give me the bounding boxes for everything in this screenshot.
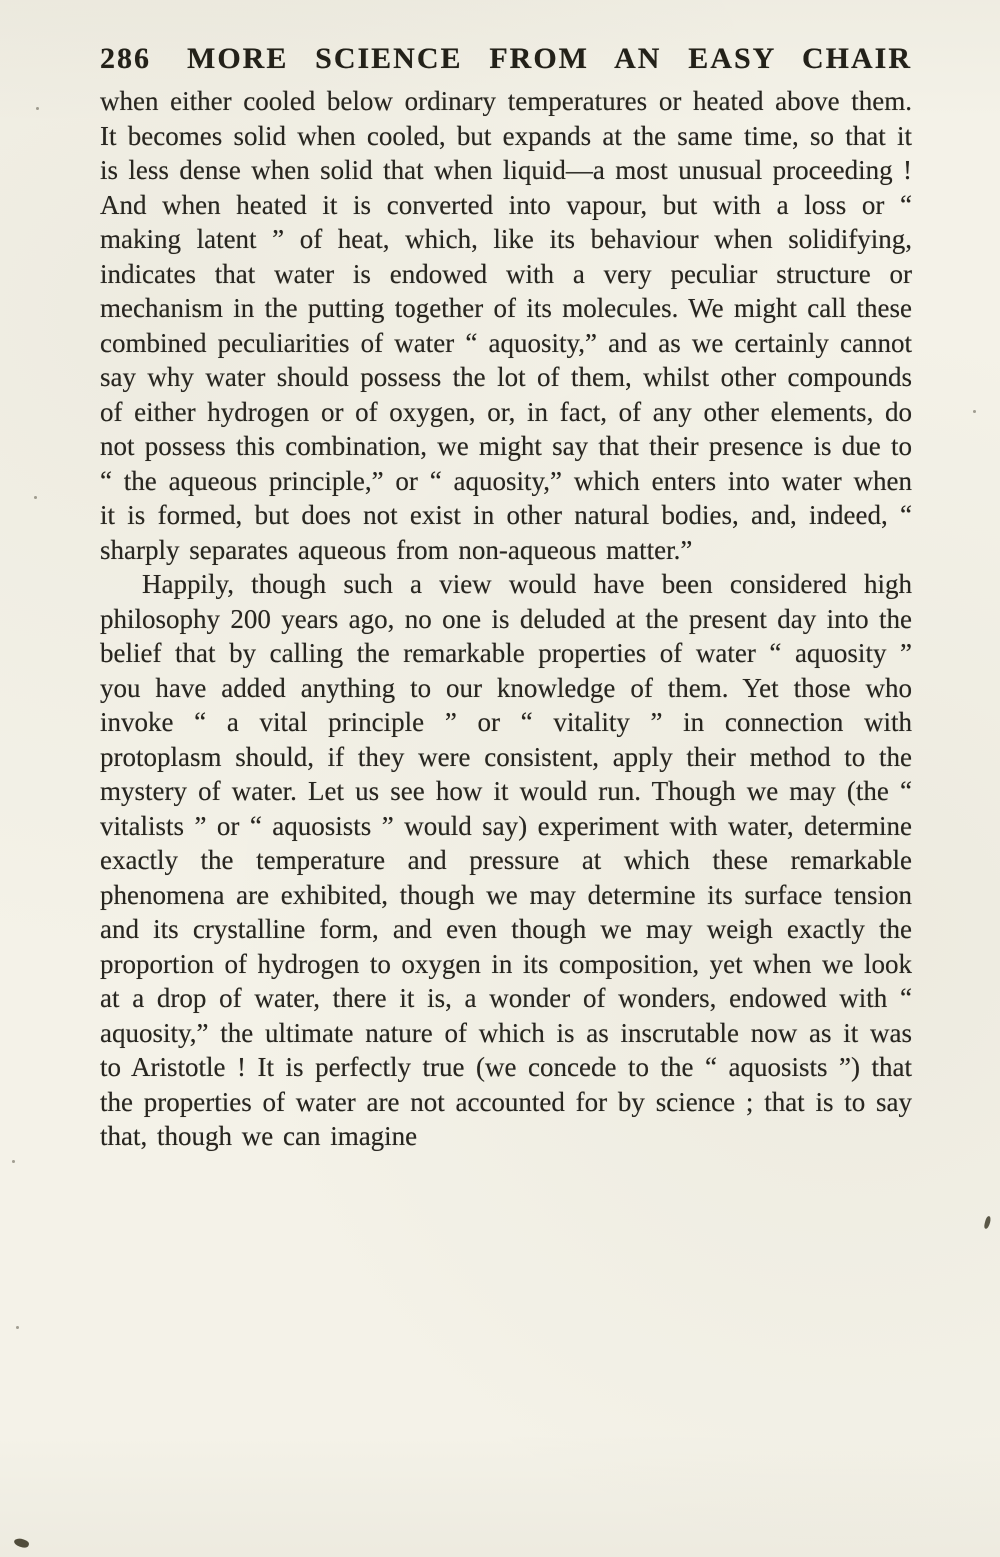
scan-artifact — [13, 1537, 30, 1549]
running-title: MORE SCIENCE FROM AN EASY CHAIR — [187, 42, 912, 75]
page-header — [100, 42, 912, 76]
page-body — [100, 84, 912, 1154]
page-number: 286 — [100, 42, 151, 75]
body-paragraph: Happily, though such a view would have been considered high philosophy 200 years ago, no one is deluded at the present day into the belief that by calling the remarkable properties of water “ aquosity ” you have added anything to our knowledge of them. Yet those who invoke “ a vital principle ” or “ vitality ” in connection with protoplasm should, if they were consistent, apply their method to the mystery of water. Let us see how it would run. Though we may (the “ vitalists ” or “ aquosists ” would say) experiment with water, determine exactly the temperature and pressure at which these remarkable phenomena are exhibited, though we may determine its surface tension and its crystalline form, and even though we may weigh exactly the proportion of hydrogen to oxygen in its composition, yet when we look at a drop of water, there it is, a wonder of wonders, endowed with “ aquosity,” the ultimate nature of which is as inscrutable now as it was to Aristotle ! It is perfectly true (we concede to the “ aquosists ”) that the properties of water are not accounted for by science ; that is to say that, though we can imagine — [100, 569, 912, 1151]
scan-speck — [973, 410, 976, 413]
scan-speck — [34, 496, 37, 499]
scan-speck — [36, 107, 39, 110]
scan-speck — [12, 1160, 15, 1163]
body-paragraph: when either cooled below ordinary temperatures or heated above them. It becomes solid when cooled, but expands at the same time, so that it is less dense when solid that when liquid—a most unusual proceeding ! And when heated it is converted into vapour, but with a loss or “ making latent ” of heat, which, like its behaviour when solidifying, indicates that water is endowed with a very peculiar structure or mechanism in the putting together of its molecules. We might call these combined peculiarities of water “ aquosity,” and as we certainly cannot say why water should possess the lot of them, whilst other compounds of either hydrogen or of oxygen, or, in fact, of any other elements, do not possess this combination, we might say that their presence is due to “ the aqueous principle,” or “ aquosity,” which enters into water when it is formed, but does not exist in other natural bodies, and, indeed, “ sharply separates aqueous from non-aqueous matter.” — [100, 86, 912, 565]
scan-artifact — [984, 1216, 992, 1230]
scan-speck — [16, 1326, 19, 1329]
